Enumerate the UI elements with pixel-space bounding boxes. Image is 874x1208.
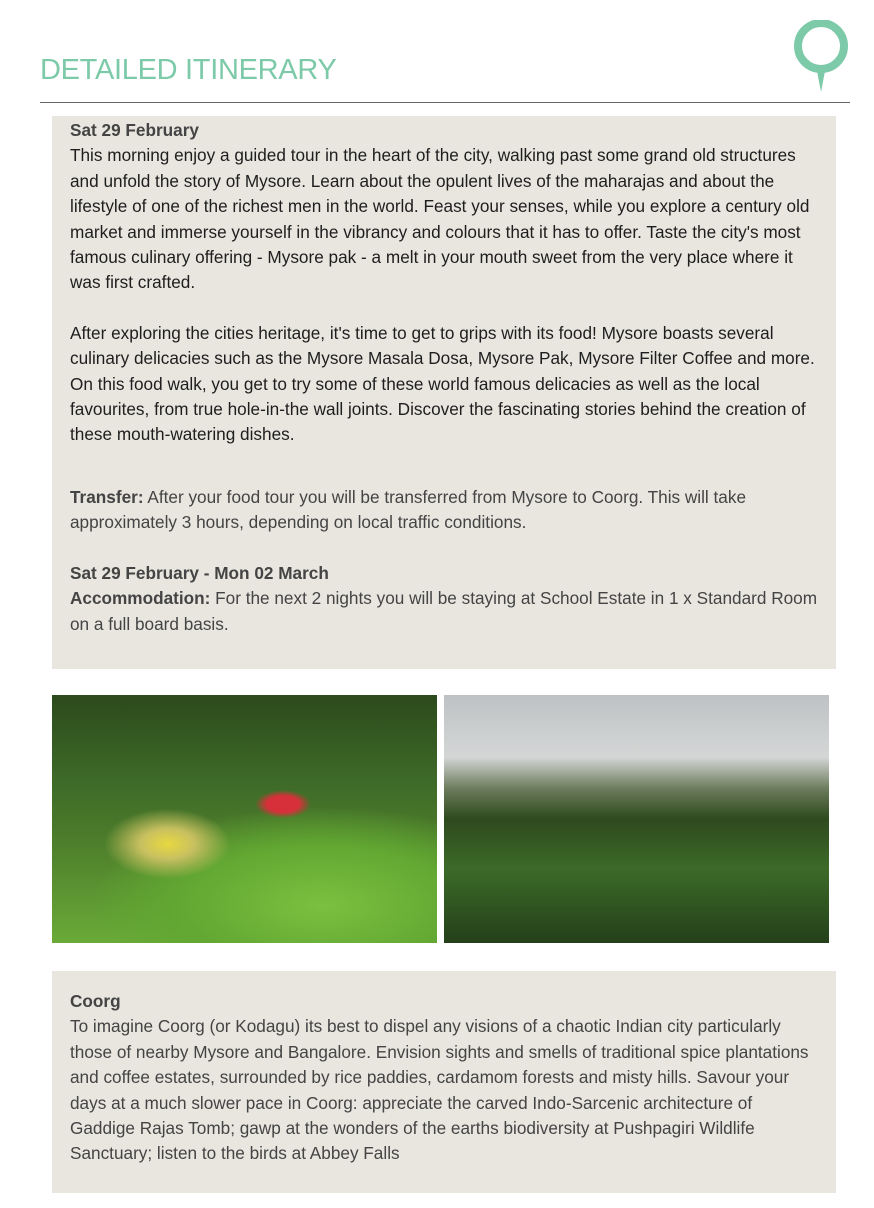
stay-dates: Sat 29 February - Mon 02 March <box>70 562 329 583</box>
accommodation-info <box>70 586 818 637</box>
transfer-label: Transfer: <box>70 486 144 507</box>
header-divider <box>40 102 850 103</box>
garden-photo <box>52 695 437 943</box>
transfer-info <box>70 485 818 536</box>
transfer-text: After your food tour you will be transferred from Mysore to Coorg. This will take approximately 3 hours, depending on local traffic conditions. <box>70 486 747 533</box>
accommodation-label: Accommodation: <box>70 588 211 609</box>
day-date: Sat 29 February <box>70 120 199 140</box>
destination-title: Coorg <box>70 991 121 1011</box>
day-paragraph: This morning enjoy a guided tour in the heart of the city, walking past some grand old structures and unfold the story of Mysore. Learn about the opulent lives of the maharajas and about the lifestyle of one of the richest men in the world. Feast your senses, while you explore a century old market and immerse yourself in the vibrancy and colours that it has to offer. Taste the city's most famous culinary offering - Mysore pak - a melt in your mouth sweet from the very place where it was first crafted. <box>70 145 810 293</box>
page-title: DETAILED ITINERARY <box>40 54 337 86</box>
tea-plantation-photo <box>444 695 829 943</box>
accommodation-text: For the next 2 nights you will be staying at School Estate in 1 x Standard Room on a full board basis. <box>70 588 818 634</box>
day-paragraph: After exploring the cities heritage, it's time to get to grips with its food! Mysore boasts several culinary delicacies such as the Mysore Masala Dosa, Mysore Pak, Mysore Filter Coffee and more. On this food walk, you get to try some of these world famous delicacies as well as the local favourites, from true hole-in-the wall joints. Discover the fascinating stories behind the creation of these mouth-watering dishes. <box>70 322 815 445</box>
day-section <box>52 116 836 669</box>
destination-description: To imagine Coorg (or Kodagu) its best to dispel any visions of a chaotic Indian city particularly those of nearby Mysore and Bangalore. Envision sights and smells of traditional spice plantations and coffee estates, surrounded by rice paddies, cardamom forests and misty hills. Savour your days at a much slower pace in Coorg: appreciate the carved Indo-Sarcenic architecture of Gaddige Rajas Tomb; gawp at the wonders of the earths biodiversity at Pushpagiri Wildlife Sanctuary; listen to the birds at Abbey Falls <box>70 1016 809 1164</box>
destination-section <box>52 971 836 1193</box>
map-pin-icon <box>792 20 850 94</box>
